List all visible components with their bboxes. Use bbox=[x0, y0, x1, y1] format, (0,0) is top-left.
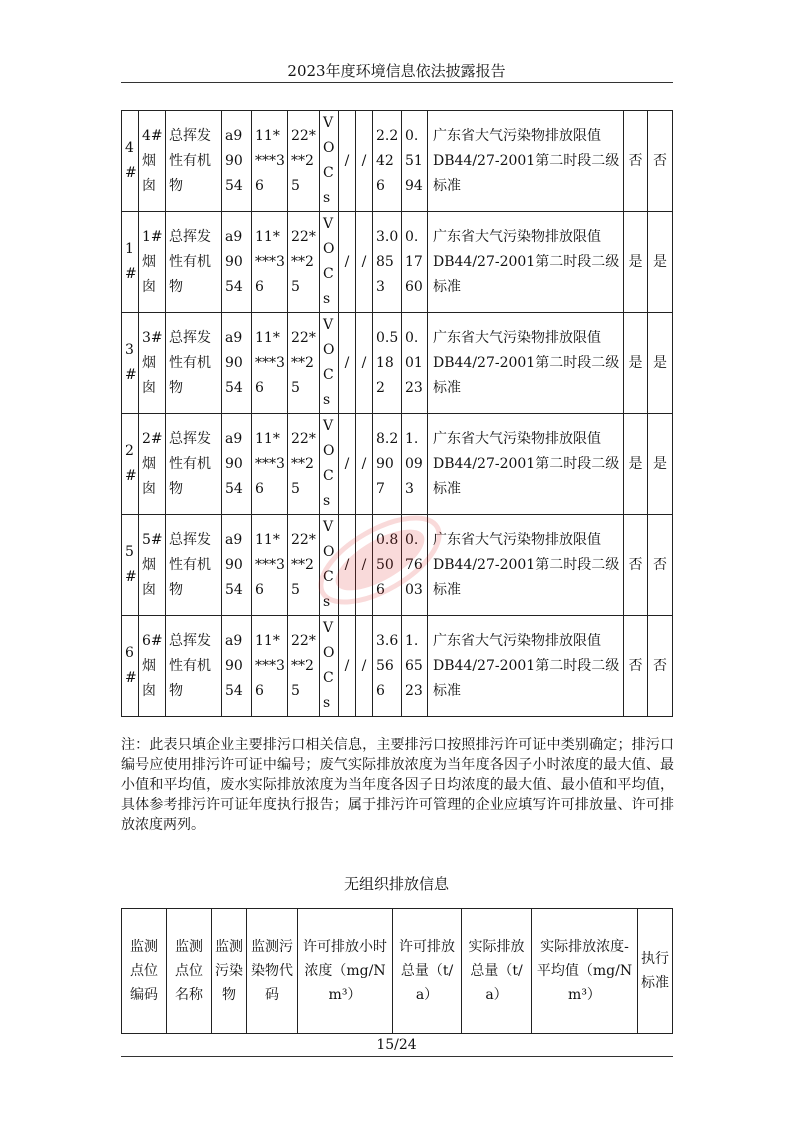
unorganized-section-title: 无组织排放信息 bbox=[343, 875, 449, 893]
actual-conc-cell: 8.2907 bbox=[373, 414, 402, 515]
actual-total-cell: 1.093 bbox=[402, 414, 428, 515]
code-a-cell: 11****36 bbox=[252, 111, 288, 212]
pollutant-code-cell: a99054 bbox=[222, 212, 252, 313]
actual-conc-cell: 0.8506 bbox=[373, 515, 402, 616]
permit-conc-cell: / bbox=[339, 616, 356, 717]
permit-conc-cell: / bbox=[339, 111, 356, 212]
actual-conc-cell: 2.2426 bbox=[373, 111, 402, 212]
pollutant-code-cell: a99054 bbox=[222, 313, 252, 414]
permit-conc-cell: / bbox=[339, 313, 356, 414]
flag-a-cell: 是 bbox=[624, 313, 648, 414]
pollutant-cell: 总挥发性有机物 bbox=[166, 212, 222, 313]
pollutant-abbr-cell: VOCs bbox=[320, 616, 339, 717]
code-a-cell: 11****36 bbox=[252, 616, 288, 717]
outlet-name-cell: 6#烟囱 bbox=[139, 616, 166, 717]
flag-a-cell: 是 bbox=[624, 414, 648, 515]
pollutant-abbr-cell: VOCs bbox=[320, 515, 339, 616]
code-b-cell: 22***25 bbox=[288, 515, 320, 616]
outlet-no-cell: 3# bbox=[122, 313, 139, 414]
table-row bbox=[122, 212, 673, 313]
standard-cell: 广东省大气污染物排放限值 DB44/27-2001第二时段二级标准 bbox=[428, 212, 624, 313]
pollutant-code-cell: a99054 bbox=[222, 414, 252, 515]
permit-total-cell: / bbox=[356, 616, 373, 717]
pollutant-code-cell: a99054 bbox=[222, 515, 252, 616]
standard-cell: 广东省大气污染物排放限值 DB44/27-2001第二时段二级标准 bbox=[428, 515, 624, 616]
flag-b-cell: 否 bbox=[648, 111, 673, 212]
actual-total-cell: 0.0123 bbox=[402, 313, 428, 414]
permit-total-cell: / bbox=[356, 515, 373, 616]
standard-cell: 广东省大气污染物排放限值 DB44/27-2001第二时段二级标准 bbox=[428, 616, 624, 717]
outlet-name-cell: 5#烟囱 bbox=[139, 515, 166, 616]
pollutant-cell: 总挥发性有机物 bbox=[166, 111, 222, 212]
permit-total-cell: / bbox=[356, 111, 373, 212]
pollutant-abbr-cell: VOCs bbox=[320, 111, 339, 212]
outlet-name-cell: 4#烟囱 bbox=[139, 111, 166, 212]
pollutant-code-cell: a99054 bbox=[222, 111, 252, 212]
emission-outlet-table bbox=[121, 110, 673, 717]
header-cell: 监测点位编码 bbox=[122, 909, 167, 1034]
pollutant-abbr-cell: VOCs bbox=[320, 212, 339, 313]
header-cell: 许可排放总量（t/a） bbox=[393, 909, 462, 1034]
table-note: 注：此表只填企业主要排污口相关信息，主要排污口按照排污许可证中类别确定；排污口编号应使用排污许可证中编号；废气实际排放浓度为当年度各因子小时浓度的最大值、最小值和平均值，废水实际排放浓度为当年度各因子日均浓度的最大值、最小值和平均值， 具体参考排污许可证年度执行报告；属于排污许可管理的企业应填写许可排放量、许可排放浓度两列。 bbox=[121, 737, 674, 833]
pollutant-code-cell: a99054 bbox=[222, 616, 252, 717]
pollutant-cell: 总挥发性有机物 bbox=[166, 616, 222, 717]
actual-total-cell: 1.6523 bbox=[402, 616, 428, 717]
outlet-no-cell: 4# bbox=[122, 111, 139, 212]
table-row bbox=[122, 414, 673, 515]
code-a-cell: 11****36 bbox=[252, 212, 288, 313]
code-a-cell: 11****36 bbox=[252, 515, 288, 616]
code-b-cell: 22***25 bbox=[288, 414, 320, 515]
standard-cell: 广东省大气污染物排放限值 DB44/27-2001第二时段二级标准 bbox=[428, 111, 624, 212]
flag-b-cell: 是 bbox=[648, 313, 673, 414]
standard-cell: 广东省大气污染物排放限值 DB44/27-2001第二时段二级标准 bbox=[428, 414, 624, 515]
header-cell: 许可排放小时浓度（mg/Nm³） bbox=[298, 909, 393, 1034]
flag-b-cell: 否 bbox=[648, 515, 673, 616]
header-cell: 监测点位名称 bbox=[167, 909, 212, 1034]
footer-divider bbox=[121, 1056, 673, 1057]
flag-a-cell: 否 bbox=[624, 111, 648, 212]
report-header-title: 2023年度环境信息依法披露报告 bbox=[287, 62, 506, 80]
code-b-cell: 22***25 bbox=[288, 212, 320, 313]
outlet-name-cell: 3#烟囱 bbox=[139, 313, 166, 414]
outlet-name-cell: 1#烟囱 bbox=[139, 212, 166, 313]
header-cell: 执行标准 bbox=[638, 909, 673, 1034]
actual-conc-cell: 3.6566 bbox=[373, 616, 402, 717]
unorganized-header-row bbox=[122, 909, 673, 1034]
outlet-no-cell: 5# bbox=[122, 515, 139, 616]
actual-total-cell: 0.7603 bbox=[402, 515, 428, 616]
flag-b-cell: 是 bbox=[648, 212, 673, 313]
code-b-cell: 22***25 bbox=[288, 313, 320, 414]
permit-conc-cell: / bbox=[339, 515, 356, 616]
actual-total-cell: 0.1760 bbox=[402, 212, 428, 313]
actual-conc-cell: 3.0853 bbox=[373, 212, 402, 313]
unorganized-emission-table bbox=[121, 908, 673, 1034]
permit-total-cell: / bbox=[356, 414, 373, 515]
header-cell: 监测污染物代码 bbox=[247, 909, 298, 1034]
permit-conc-cell: / bbox=[339, 212, 356, 313]
flag-a-cell: 否 bbox=[624, 616, 648, 717]
header-cell: 实际排放浓度-平均值（mg/Nm³） bbox=[532, 909, 638, 1034]
permit-conc-cell: / bbox=[339, 414, 356, 515]
table-row bbox=[122, 616, 673, 717]
actual-conc-cell: 0.5182 bbox=[373, 313, 402, 414]
standard-cell: 广东省大气污染物排放限值 DB44/27-2001第二时段二级标准 bbox=[428, 313, 624, 414]
pollutant-cell: 总挥发性有机物 bbox=[166, 414, 222, 515]
code-a-cell: 11****36 bbox=[252, 313, 288, 414]
page-number: 15/24 bbox=[376, 1037, 417, 1053]
code-a-cell: 11****36 bbox=[252, 414, 288, 515]
actual-total-cell: 0.5194 bbox=[402, 111, 428, 212]
table-row bbox=[122, 111, 673, 212]
code-b-cell: 22***25 bbox=[288, 111, 320, 212]
pollutant-abbr-cell: VOCs bbox=[320, 313, 339, 414]
header-divider bbox=[121, 82, 673, 83]
flag-b-cell: 是 bbox=[648, 414, 673, 515]
pollutant-cell: 总挥发性有机物 bbox=[166, 515, 222, 616]
outlet-no-cell: 2# bbox=[122, 414, 139, 515]
header-cell: 监测污染物 bbox=[212, 909, 247, 1034]
code-b-cell: 22***25 bbox=[288, 616, 320, 717]
flag-a-cell: 是 bbox=[624, 212, 648, 313]
flag-b-cell: 否 bbox=[648, 616, 673, 717]
pollutant-abbr-cell: VOCs bbox=[320, 414, 339, 515]
permit-total-cell: / bbox=[356, 212, 373, 313]
outlet-name-cell: 2#烟囱 bbox=[139, 414, 166, 515]
flag-a-cell: 否 bbox=[624, 515, 648, 616]
permit-total-cell: / bbox=[356, 313, 373, 414]
outlet-no-cell: 1# bbox=[122, 212, 139, 313]
table-row bbox=[122, 313, 673, 414]
header-cell: 实际排放总量（t/a） bbox=[462, 909, 532, 1034]
table-row bbox=[122, 515, 673, 616]
pollutant-cell: 总挥发性有机物 bbox=[166, 313, 222, 414]
outlet-no-cell: 6# bbox=[122, 616, 139, 717]
